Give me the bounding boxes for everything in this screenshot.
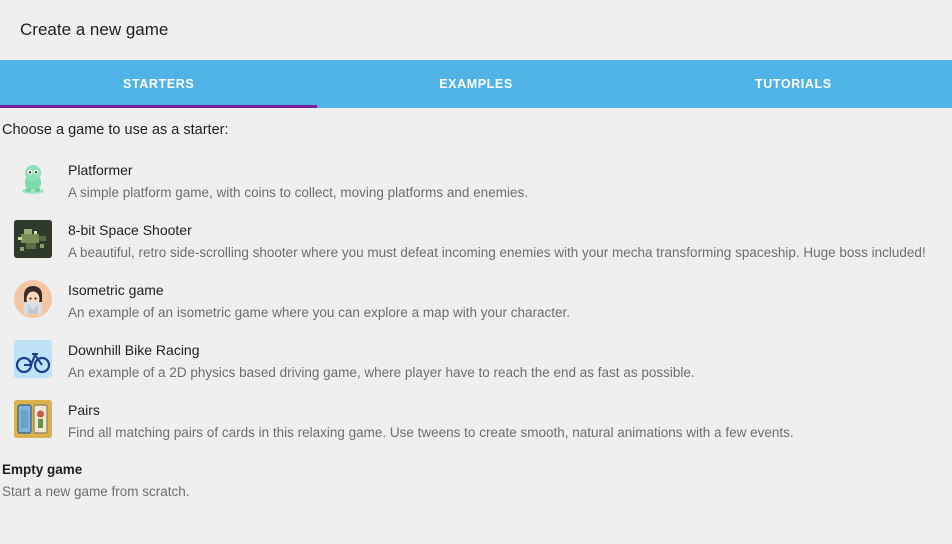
- starter-description: Find all matching pairs of cards in this relaxing game. Use tweens to create smooth, natural animations with a few events.: [68, 425, 794, 440]
- tab-examples-label: EXAMPLES: [439, 77, 513, 91]
- empty-game-option[interactable]: [0, 460, 952, 502]
- starter-text: [68, 220, 938, 262]
- starter-text: [68, 280, 938, 322]
- playing-cards-icon: [14, 400, 52, 438]
- empty-game-title: Empty game: [2, 462, 83, 477]
- starter-title: Downhill Bike Racing: [68, 342, 200, 358]
- tab-starters[interactable]: [0, 60, 317, 108]
- tab-examples[interactable]: [317, 60, 634, 108]
- list-item[interactable]: [0, 280, 952, 322]
- page-title: Create a new game: [20, 20, 169, 39]
- starter-text: [68, 340, 938, 382]
- dialog-titlebar: [0, 0, 952, 60]
- starter-description: A simple platform game, with coins to collect, moving platforms and enemies.: [68, 185, 528, 200]
- empty-game-description: Start a new game from scratch.: [2, 484, 190, 499]
- starter-text: [68, 160, 938, 202]
- tab-tutorials-label: TUTORIALS: [754, 77, 832, 91]
- starter-description: An example of a 2D physics based driving game, where player have to reach the end as fast as possible.: [68, 365, 695, 380]
- starter-prompt: Choose a game to use as a starter:: [2, 122, 229, 138]
- starter-title: 8-bit Space Shooter: [68, 222, 192, 238]
- bicycle-icon: [14, 340, 52, 378]
- tab-tutorials[interactable]: [635, 60, 952, 108]
- list-item[interactable]: [0, 220, 952, 262]
- starter-title: Pairs: [68, 402, 100, 418]
- starter-description: An example of an isometric game where you can explore a map with your character.: [68, 305, 570, 320]
- starter-title: Platformer: [68, 162, 133, 178]
- starter-description: A beautiful, retro side-scrolling shooter where you must defeat incoming enemies with your mecha transforming spaceship. Huge boss included!: [68, 245, 926, 260]
- tab-starters-label: STARTERS: [123, 77, 195, 91]
- starter-title: Isometric game: [68, 282, 164, 298]
- starter-text: [68, 400, 938, 442]
- space-shooter-ship-icon: [14, 220, 52, 258]
- list-item[interactable]: [0, 340, 952, 382]
- platformer-character-icon: [14, 160, 52, 198]
- list-item[interactable]: [0, 400, 952, 442]
- tab-bar: [0, 60, 952, 108]
- list-item[interactable]: [0, 160, 952, 202]
- isometric-character-icon: [14, 280, 52, 318]
- starter-list: [0, 160, 952, 442]
- dialog-content: [0, 108, 952, 544]
